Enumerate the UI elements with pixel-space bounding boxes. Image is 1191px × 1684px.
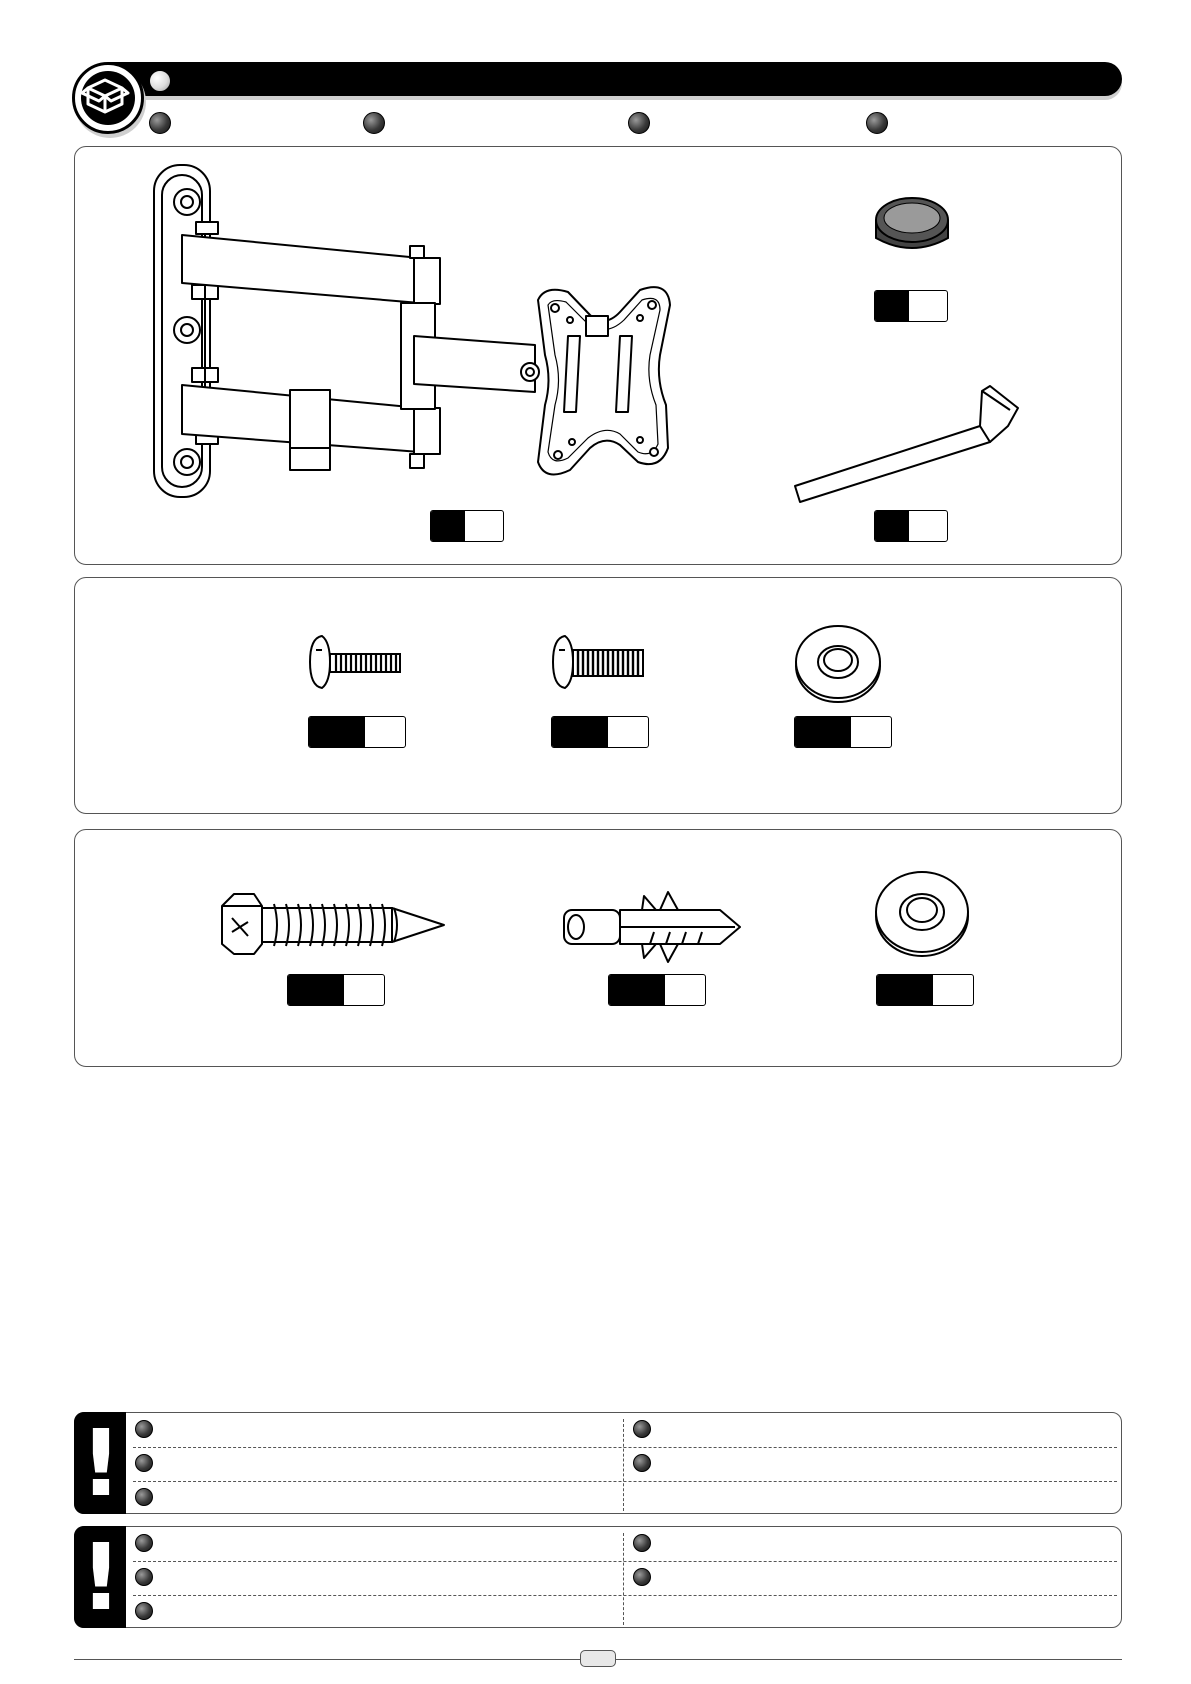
notice-bullet [633, 1420, 651, 1438]
warning-notice-1 [74, 1410, 1122, 1517]
machine-screw-icon [308, 632, 408, 692]
notice-bullet [135, 1420, 153, 1438]
lag-bolt-icon [218, 886, 448, 966]
wall-plug-quantity-tag [608, 974, 706, 1006]
washer-icon [794, 624, 884, 704]
screw-large-quantity-tag [551, 716, 649, 748]
allen-key-quantity-tag [874, 510, 948, 542]
tv-hardware-panel [74, 577, 1122, 814]
washer-small-quantity-tag [794, 716, 892, 748]
notice-bullet [633, 1454, 651, 1472]
notice-bullet [633, 1568, 651, 1586]
exclamation-icon: ! [80, 1524, 122, 1631]
notice-bullet [135, 1534, 153, 1552]
washer-large-quantity-tag [876, 974, 974, 1006]
spacer-quantity-tag [874, 290, 948, 322]
wall-anchor-icon [560, 886, 750, 966]
warning-notice-2 [74, 1524, 1122, 1631]
screw-small-quantity-tag [308, 716, 406, 748]
page-number [580, 1650, 616, 1667]
lag-bolt-quantity-tag [287, 974, 385, 1006]
rubber-spacer-icon [872, 196, 952, 276]
notice-bullet [135, 1488, 153, 1506]
notice-bullet [135, 1602, 153, 1620]
bracket-quantity-tag [430, 510, 504, 542]
exclamation-icon: ! [80, 1410, 122, 1517]
notice-bullet [135, 1454, 153, 1472]
washer-large-icon [874, 868, 974, 958]
machine-screw-large-icon [551, 632, 651, 692]
hex-key-icon [790, 386, 1020, 516]
notice-bullet [135, 1568, 153, 1586]
notice-bullet [633, 1534, 651, 1552]
